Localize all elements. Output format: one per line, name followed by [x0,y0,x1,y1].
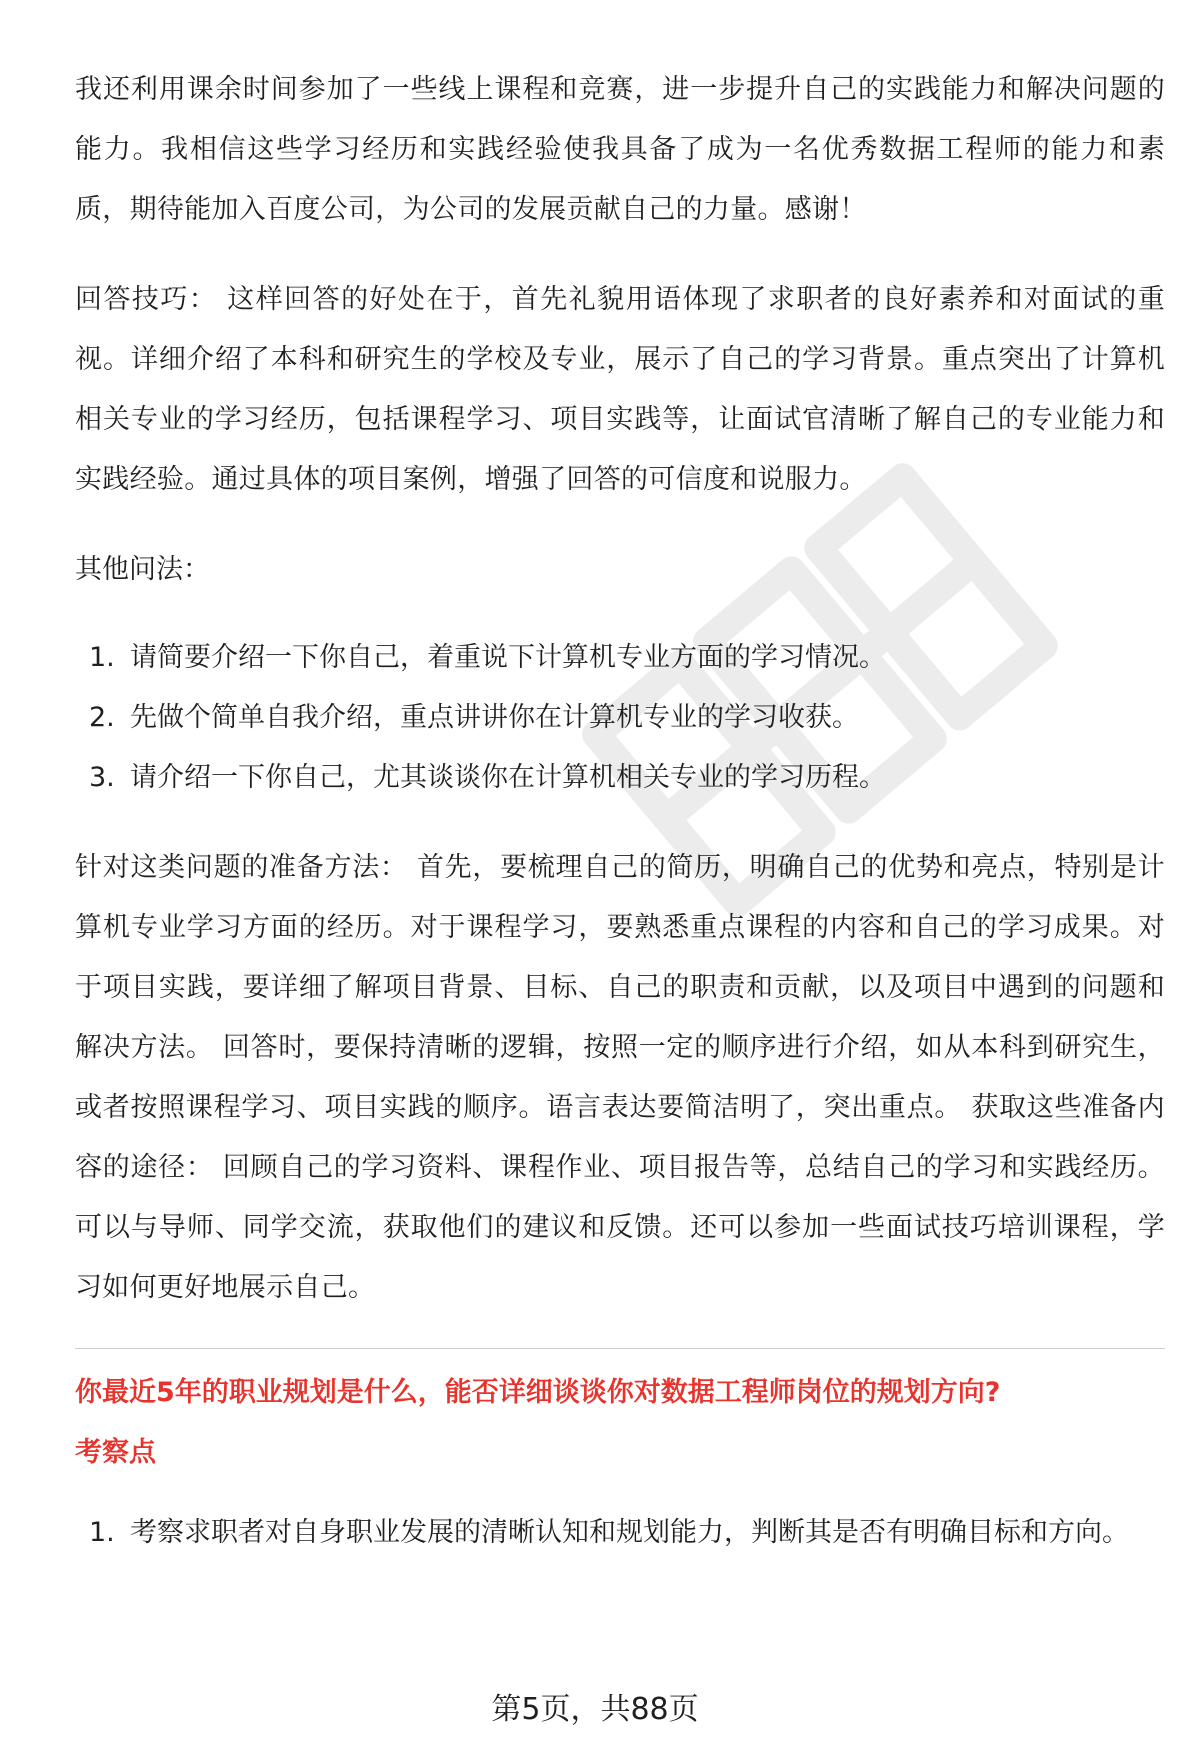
other-asks-list [75,628,1165,808]
list-item: 1. 请简要介绍一下你自己，着重说下计算机专业方面的学习情况。 [89,642,886,673]
intro-paragraph: 我还利用课余时间参加了一些线上课程和竞赛，进一步提升自己的实践能力和解决问题的能力。我相信这些学习经历和实践经验使我具备了成为一名优秀数据工程师的能力和素质，期待能加入百度公司，为公司的发展贡献自己的力量。感谢！ [75,74,1165,225]
list-item: 1. 考察求职者对自身职业发展的清晰认知和规划能力，判断其是否有明确目标和方向。 [89,1517,1129,1548]
preparation-paragraph: 针对这类问题的准备方法： 首先，要梳理自己的简历，明确自己的优势和亮点，特别是计算机专业学习方面的经历。对于课程学习，要熟悉重点课程的内容和自己的学习成果。对于项目实践，要详细了解项目背景、目标、自己的职责和贡献，以及项目中遇到的问题和解决方法。 回答时，要保持清晰的逻辑，按照一定的顺序进行介绍，如从本科到研究生，或者按照课程学习、项目实践的顺序。语言表达要简洁明了，突出重点。 获取这些准备内容的途径： 回顾自己的学习资料、课程作业、项目报告等，总结自己的学习和实践经历。可以与导师、同学交流，获取他们的建议和反馈。还可以参加一些面试技巧培训课程，学习如何更好地展示自己。 [75,852,1165,1303]
next-question-title: 你最近5年的职业规划是什么，能否详细谈谈你对数据工程师岗位的规划方向? [75,1377,1001,1408]
page-content [75,60,1165,1593]
other-asks-label: 其他问法： [75,554,210,585]
list-item: 3. 请介绍一下你自己，尤其谈谈你在计算机相关专业的学习历程。 [89,762,886,793]
list-item: 2. 先做个简单自我介绍，重点讲讲你在计算机专业的学习收获。 [89,702,859,733]
focus-points-list [75,1503,1165,1563]
section-divider [75,1348,1165,1349]
focus-points-heading: 考察点 [75,1437,156,1468]
page-footer: 第5页，共88页 [491,1692,699,1727]
answer-tips-paragraph: 回答技巧： 这样回答的好处在于，首先礼貌用语体现了求职者的良好素养和对面试的重视。详细介绍了本科和研究生的学校及专业，展示了自己的学习背景。重点突出了计算机相关专业的学习经历，包括课程学习、项目实践等，让面试官清晰了解自己的专业能力和实践经验。通过具体的项目案例，增强了回答的可信度和说服力。 [75,284,1165,495]
